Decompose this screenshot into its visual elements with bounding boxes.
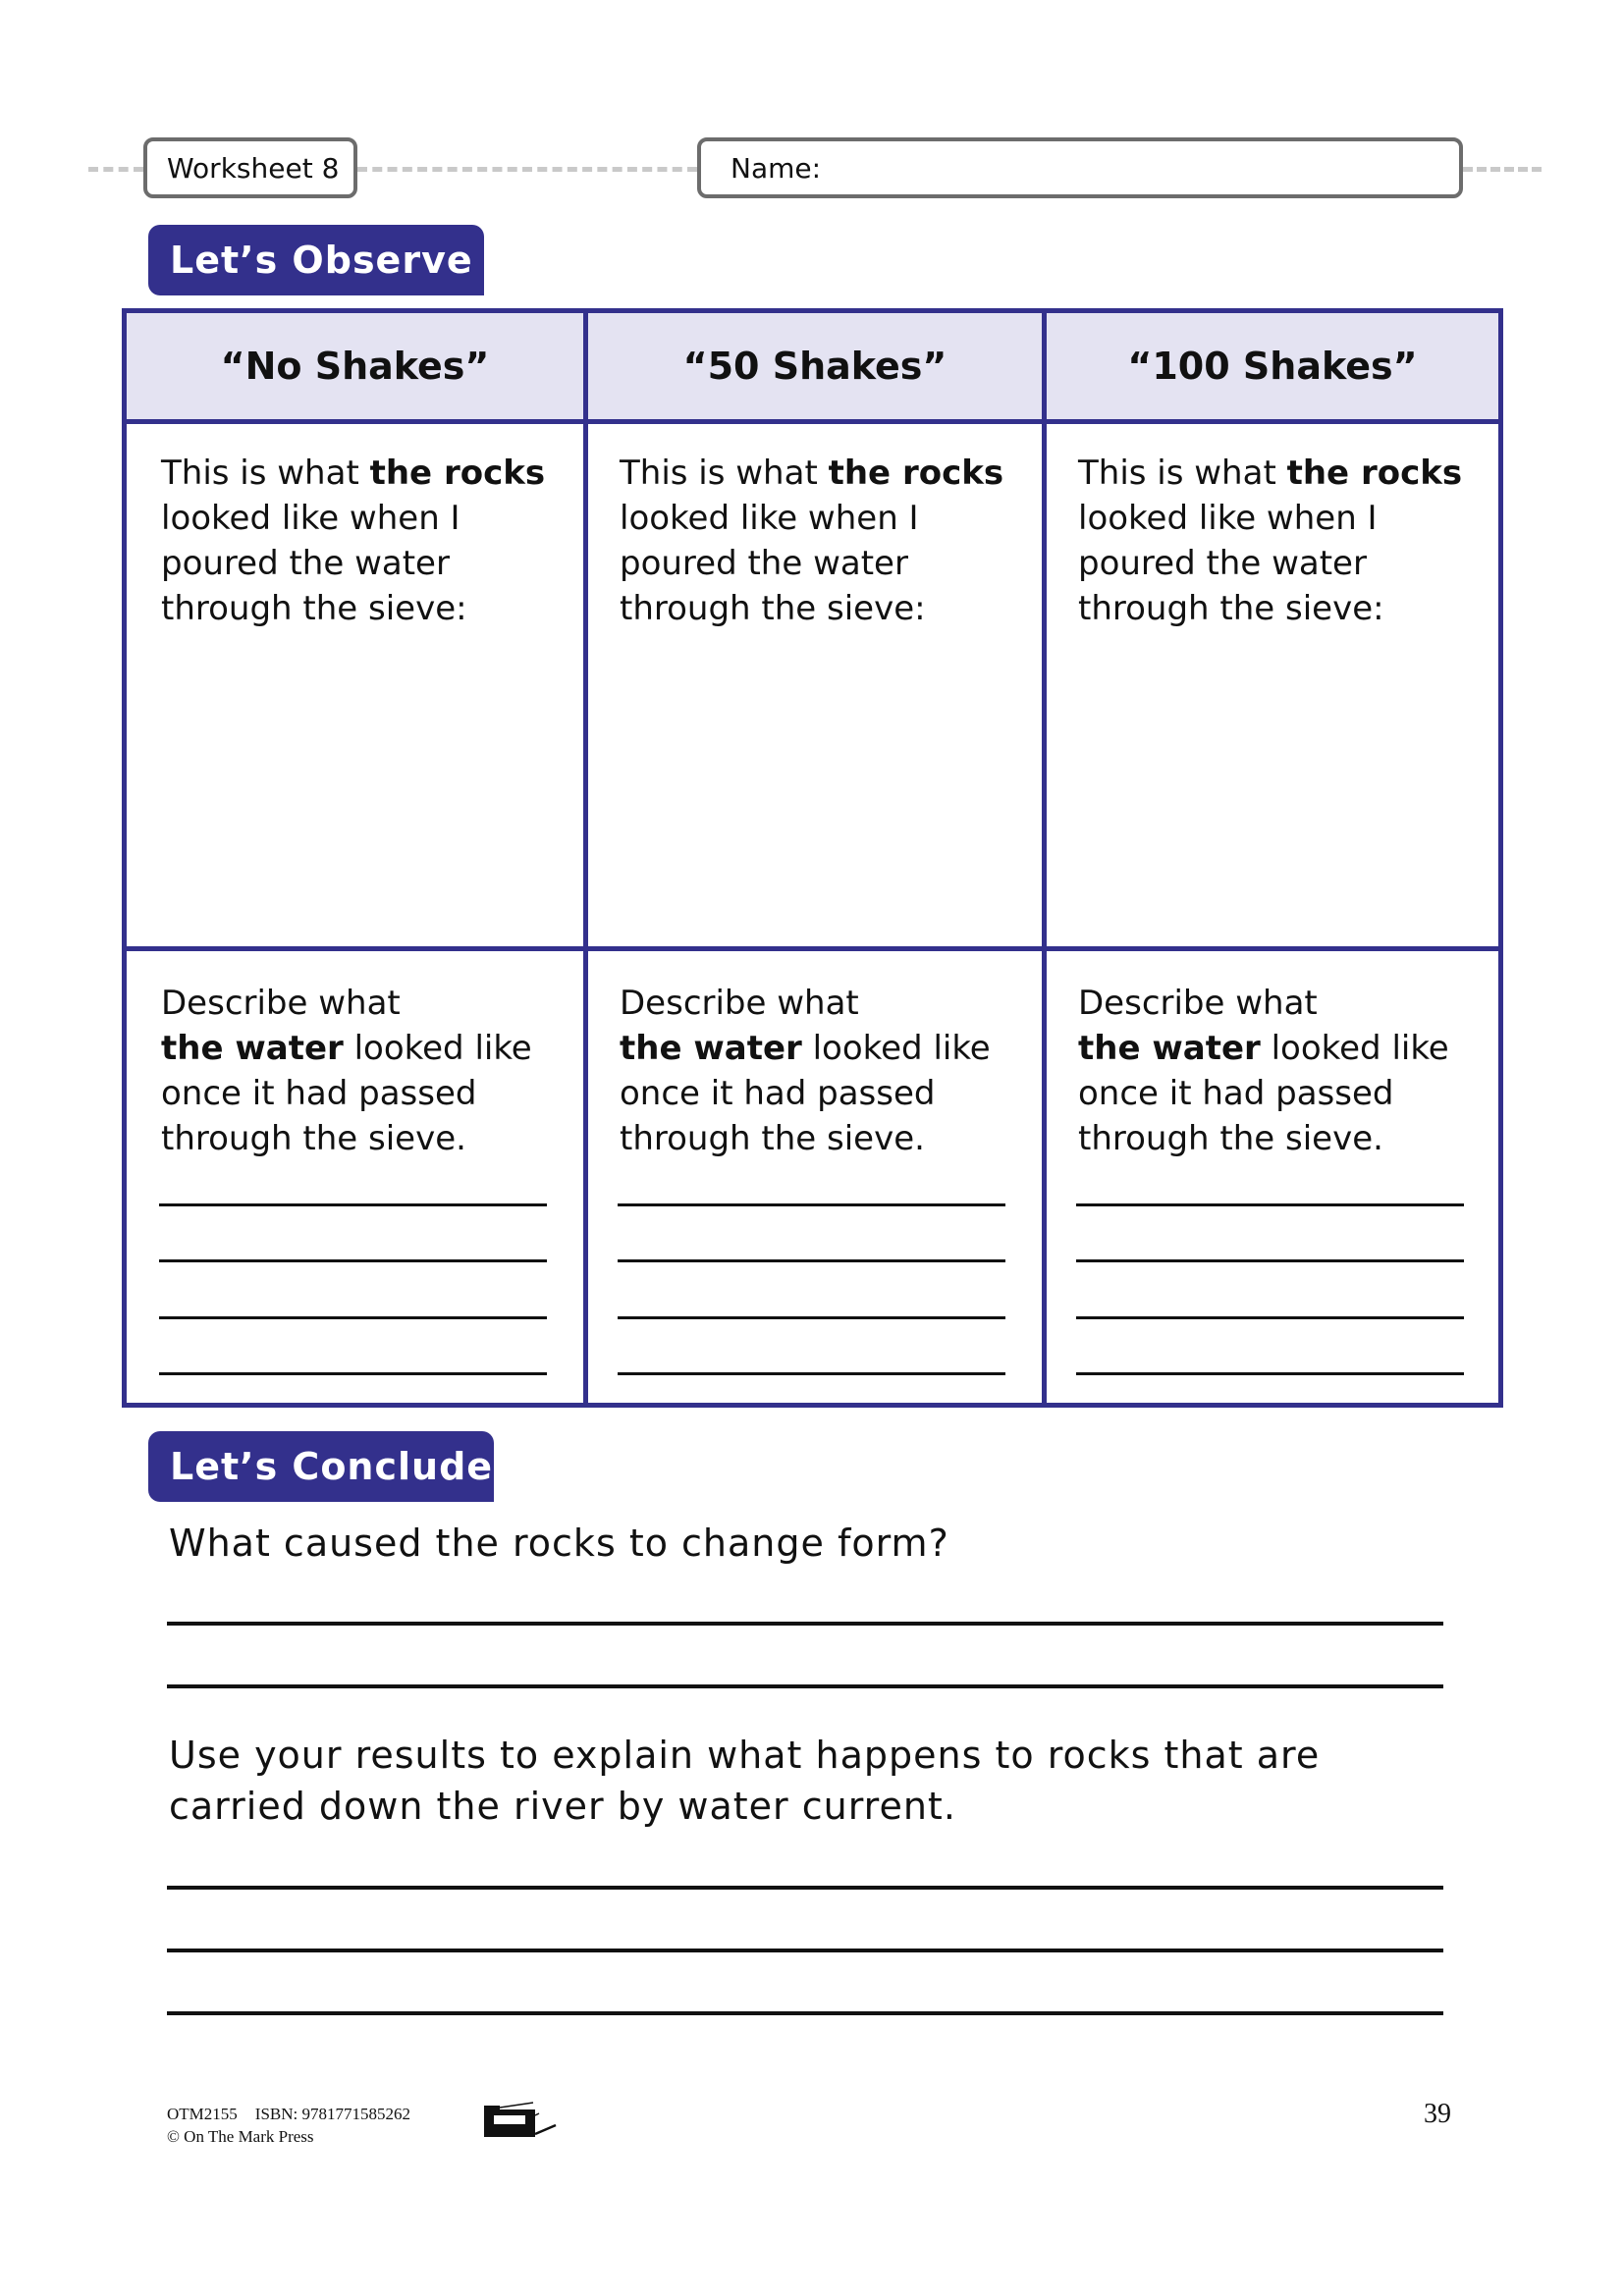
section-banner-conclude — [148, 1431, 494, 1502]
conclude-answer-line[interactable] — [167, 2011, 1443, 2015]
column-header-100-shakes — [1047, 313, 1498, 419]
rocks-prompt-col3: This is what the rocks looked like when I poured the water through the sieve: — [1078, 454, 1463, 628]
drawing-area-col3[interactable] — [1054, 637, 1495, 932]
header-dash-right — [1463, 167, 1542, 172]
answer-line[interactable] — [159, 1372, 547, 1375]
answer-line[interactable] — [159, 1259, 547, 1262]
rocks-prompt-col2: This is what the rocks looked like when I poured the water through the sieve: — [620, 454, 1004, 628]
worksheet-label-text: Worksheet 8 — [167, 151, 340, 185]
answer-line[interactable] — [618, 1203, 1005, 1206]
drawing-area-col1[interactable] — [136, 637, 578, 932]
copyright: © On The Mark Press — [167, 2127, 314, 2146]
answer-line[interactable] — [159, 1316, 547, 1319]
answer-line[interactable] — [1076, 1372, 1464, 1375]
answer-line[interactable] — [618, 1372, 1005, 1375]
worksheet-label — [143, 137, 357, 198]
question-1 — [169, 1518, 1465, 1569]
answer-line[interactable] — [1076, 1203, 1464, 1206]
column-header-text: “100 Shakes” — [1127, 345, 1418, 388]
header-divider — [127, 419, 1498, 424]
rocks-prompt-col1: This is what the rocks looked like when I poured the water through the sieve: — [161, 454, 546, 628]
press-logo-icon — [482, 2102, 561, 2141]
column-header-50-shakes — [588, 313, 1042, 419]
header-dash-middle — [357, 167, 697, 172]
row-divider — [127, 946, 1498, 951]
question-1-text: What caused the rocks to change form? — [169, 1522, 949, 1565]
answer-line[interactable] — [618, 1316, 1005, 1319]
observe-banner-text: Let’s Observe — [170, 239, 473, 282]
column-divider-2 — [1042, 313, 1047, 1403]
column-header-no-shakes — [127, 313, 583, 419]
page-number: 39 — [1424, 2099, 1451, 2129]
conclude-answer-line[interactable] — [167, 1684, 1443, 1688]
observation-table — [122, 308, 1503, 1408]
column-divider-1 — [583, 313, 588, 1403]
conclude-answer-line[interactable] — [167, 1622, 1443, 1626]
question-2-text: Use your results to explain what happens to rocks that are carried down the river by water current. — [169, 1734, 1321, 1828]
answer-line[interactable] — [618, 1259, 1005, 1262]
drawing-area-col2[interactable] — [595, 637, 1037, 932]
water-prompt-col3: Describe what the water looked like once it had passed through the sieve. — [1078, 984, 1449, 1158]
water-prompt-col2: Describe what the water looked like once it had passed through the sieve. — [620, 984, 991, 1158]
answer-line[interactable] — [1076, 1316, 1464, 1319]
product-code: OTM2155 — [167, 2105, 238, 2123]
isbn: ISBN: 9781771585262 — [254, 2105, 410, 2123]
name-field[interactable] — [697, 137, 1463, 198]
header-dash-left — [88, 167, 143, 172]
column-header-text: “No Shakes” — [220, 345, 490, 388]
footer-publisher-info — [167, 2103, 410, 2148]
answer-line[interactable] — [159, 1203, 547, 1206]
conclude-banner-text: Let’s Conclude — [170, 1445, 494, 1488]
answer-line[interactable] — [1076, 1259, 1464, 1262]
conclude-answer-line[interactable] — [167, 1886, 1443, 1890]
water-prompt-col1: Describe what the water looked like once it had passed through the sieve. — [161, 984, 532, 1158]
name-field-label: Name: — [731, 151, 822, 185]
conclude-answer-line[interactable] — [167, 1949, 1443, 1952]
question-2 — [169, 1730, 1465, 1832]
section-banner-observe — [148, 225, 484, 295]
column-header-text: “50 Shakes” — [682, 345, 947, 388]
